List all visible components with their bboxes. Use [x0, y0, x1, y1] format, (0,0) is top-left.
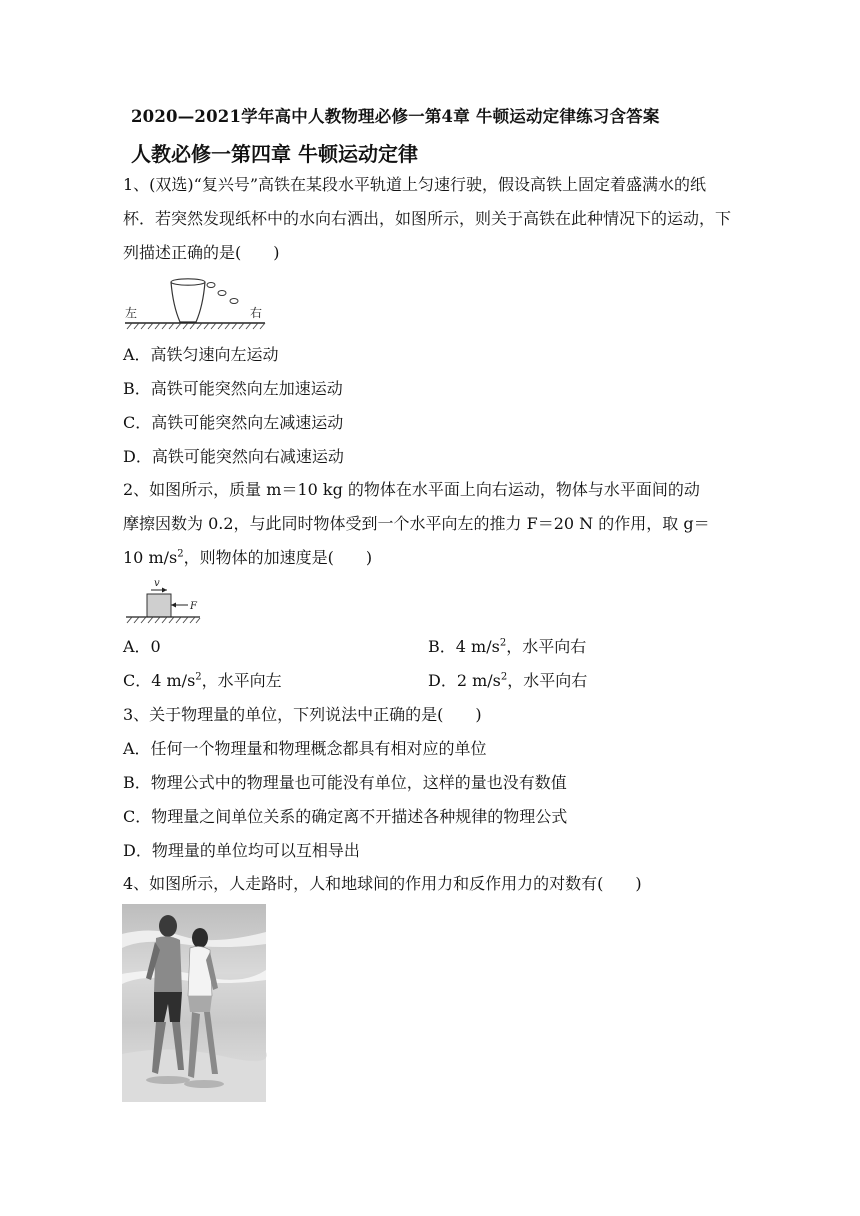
velocity-label: v: [154, 578, 160, 589]
question-1-option-b: B．高铁可能突然向左加速运动: [123, 379, 343, 398]
left-label: 左: [125, 306, 138, 320]
question-3-option-d: D．物理量的单位均可以互相导出: [123, 841, 360, 860]
question-3-option-a: A．任何一个物理量和物理概念都具有相对应的单位: [123, 739, 487, 758]
ground-hatch: [127, 323, 265, 329]
chapter-title: 人教必修一第四章 牛顿运动定律: [131, 142, 418, 166]
question-1-option-a: A．高铁匀速向左运动: [123, 345, 279, 364]
question-1-text: 1、(双选)“复兴号”高铁在某段水平轨道上匀速行驶，假设高铁上固定着盛满水的纸杯．若突然发现纸杯中的水向右洒出，如图所示，则关于高铁在此种情况下的运动，下列描述正确的是( ): [123, 175, 732, 262]
water-drop-icon: [218, 291, 226, 296]
paper-cup-icon: [171, 282, 205, 322]
question-2-option-d: D．2 $m/s^2$，水平向右: [428, 671, 588, 690]
right-label: 右: [250, 306, 263, 320]
question-2-option-c: C．4 $m/s^2$，水平向左: [123, 671, 282, 690]
question-1-option-c: C．高铁可能突然向左减速运动: [123, 413, 344, 432]
question-1-option-d: D．高铁可能突然向右减速运动: [123, 447, 344, 466]
ground-hatch: [127, 617, 200, 623]
question-2-line-1: 2、如图所示，质量 m＝10 kg 的物体在水平面上向右运动，物体与水平面间的动: [123, 480, 700, 499]
cup-rim-icon: [171, 279, 205, 285]
question-3-option-b: B．物理公式中的物理量也可能没有单位，这样的量也没有数值: [123, 773, 567, 792]
water-drop-icon: [207, 283, 215, 288]
document-title: 2020—2021学年高中人教物理必修一第4章 牛顿运动定律练习含答案: [131, 107, 660, 126]
question-2-option-a: A．0: [123, 637, 161, 656]
force-arrowhead: [171, 603, 176, 608]
question-1-figure: [122, 276, 267, 332]
question-2-figure: [124, 577, 204, 625]
water-drop-icon: [230, 299, 238, 304]
question-3-option-c: C．物理量之间单位关系的确定离不开描述各种规律的物理公式: [123, 807, 568, 826]
question-2-line-2: 摩擦因数为 0.2，与此同时物体受到一个水平向左的推力 F＝20 N 的作用，取 g＝: [123, 514, 710, 533]
block: [147, 594, 171, 617]
question-4-text: 4、如图所示，人走路时，人和地球间的作用力和反作用力的对数有( ): [123, 874, 642, 893]
force-label: F: [190, 601, 197, 612]
question-2-line-3: 10 $m/s^2$，则物体的加速度是( ): [123, 548, 373, 567]
walking-couple-photo: [122, 904, 266, 1102]
question-2-option-b: B．4 $m/s^2$，水平向右: [428, 637, 587, 656]
velocity-arrowhead: [162, 588, 167, 593]
question-3-text: 3、关于物理量的单位，下列说法中正确的是( ): [123, 705, 482, 724]
